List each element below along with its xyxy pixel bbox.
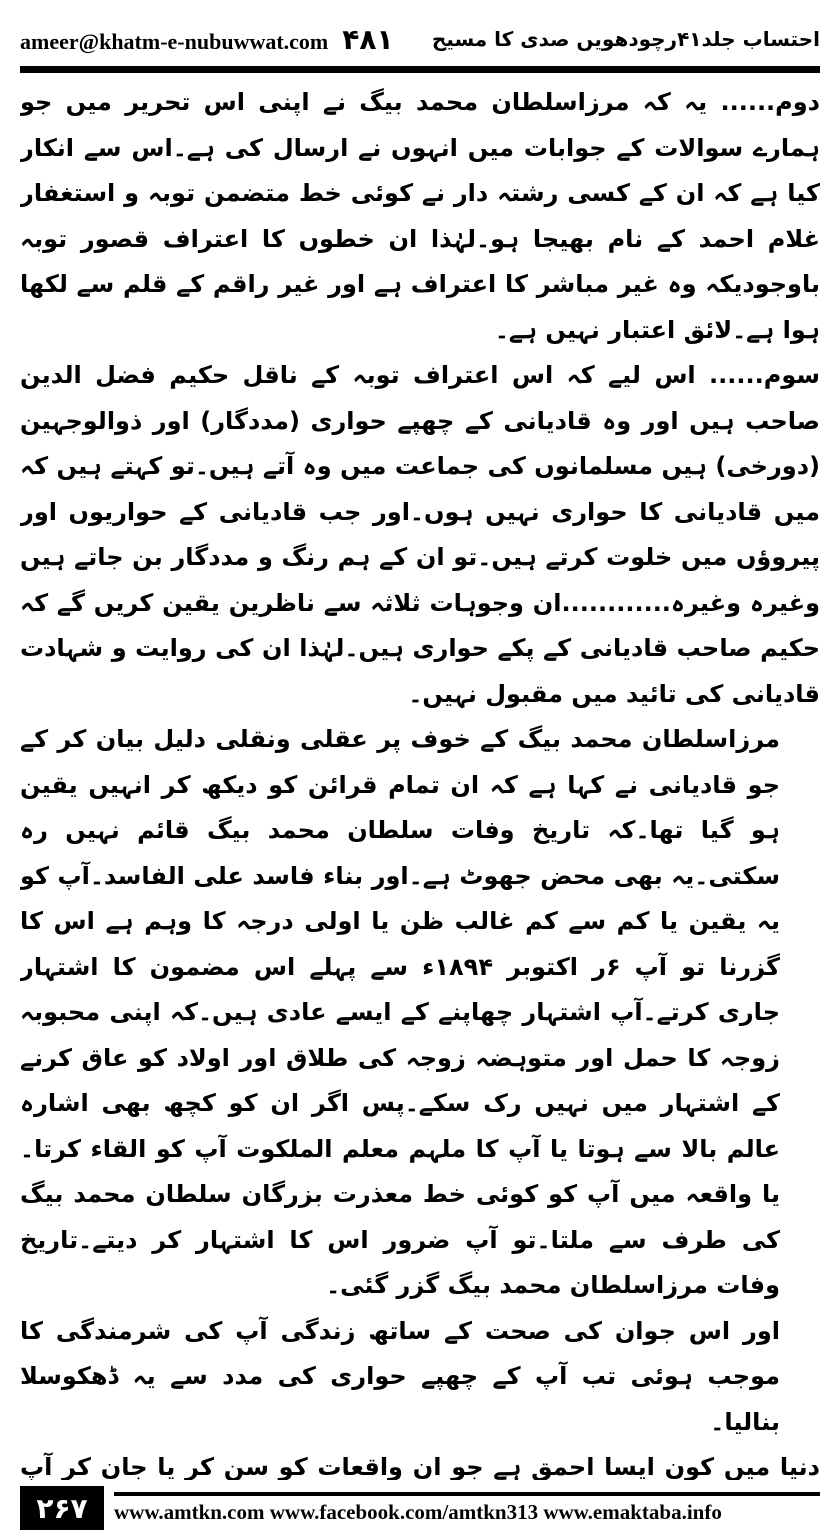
body-text <box>20 80 820 1480</box>
header-rule <box>20 66 820 73</box>
paragraph: دوم...... یہ کہ مرزاسلطان محمد بیگ نے اپنی اس تحریر میں جو ہمارے سوالات کے جوابات میں انہوں نے ارسال کی ہے۔اس سے انکار کیا ہے کہ ان کے کسی رشتہ دار نے کوئی خط متضمن توبہ و استغفار غلام احمد کے نام بھیجا ہو۔لہٰذا ان خطوں کا اعتراف قصور توبہ باوجودیکہ وہ غیر مباشر کا اعتراف ہے اور غیر راقم کے قلم سے لکھا ہوا ہے۔لائق اعتبار نہیں ہے۔ <box>20 88 820 344</box>
header-left <box>20 23 394 56</box>
paragraph: سوم...... اس لیے کہ اس اعتراف توبہ کے ناقل حکیم فضل الدین صاحب ہیں اور وہ قادیانی کے چھپے حواری (مددگار) اور ذوالوجہین (دورخی) ہیں مسلمانوں کی جماعت میں وہ آتے ہیں۔تو کہتے ہیں کہ میں قادیانی کا حواری نہیں ہوں۔اور جب قادیانی کے حواریوں اور پیروؤں میں خلوت کرتے ہیں۔تو ان کے ہم رنگ و مددگار بن جاتے ہیں وغیرہ وغیرہ............ان وجوہات ثلاثہ سے ناظرین یقین کریں گے کہ حکیم صاحب قادیانی کے پکے حواری ہیں۔لہٰذا ان کی روایت و شہادت قادیانی کی تائید میں مقبول نہیں۔ <box>20 361 820 708</box>
page-footer <box>20 1486 820 1530</box>
paragraph: دنیا میں کون ایسا احمق ہے جو ان واقعات کو سن کر یا جان کر آپ <box>20 1453 820 1480</box>
footer-page-number: ۲۶۷ <box>20 1486 104 1530</box>
paragraph: مرزاسلطان محمد بیگ کے خوف پر عقلی ونقلی دلیل بیان کر کے جو قادیانی نے کہا ہے کہ ان تمام قرائن کو دیکھ کر انہیں یقین ہو گیا تھا۔کہ تاریخ وفات سلطان محمد بیگ قائم نہیں رہ سکتی۔یہ بھی محض جھوٹ ہے۔اور بناء فاسد علی الفاسد۔آپ کو یہ یقین یا کم سے کم غالب ظن یا اولی درجہ کا وہم ہے اس کا گزرنا تو آپ ۶ر اکتوبر ۱۸۹۴ء سے پہلے اس مضمون کا اشتہار جاری کرتے۔آپ اشتہار چھاپنے کے ایسے عادی ہیں۔کہ اپنی محبوبہ زوجہ کا حمل اور متوہضہ زوجہ کی طلاق اور اولاد کو عاق کرنے کے اشتہار میں نہیں رک سکے۔پس اگر ان کو کچھ بھی اشارہ عالم بالا سے ہوتا یا آپ کا ملہم معلم الملکوت آپ کو القاء کرتا۔یا واقعہ میں آپ کو کوئی خط معذرت بزرگان سلطان محمد بیگ کی طرف سے ملتا۔تو آپ ضرور اس کا اشتہار کر دیتے۔تاریخ وفات مرزاسلطان محمد بیگ گزر گئی۔ <box>20 725 780 1299</box>
footer-links[interactable]: www.amtkn.com www.facebook.com/amtkn313 www.emaktaba.info <box>114 1499 722 1524</box>
footer-right <box>104 1486 820 1530</box>
header-page-number: ۴۸۱ <box>342 22 394 56</box>
page-header <box>20 14 820 64</box>
running-title: احتساب جلد۴۱رچودھویں صدی کا مسیح <box>431 27 820 51</box>
footer-rule <box>114 1492 820 1496</box>
header-email: ameer@khatm-e-nubuwwat.com <box>20 28 329 54</box>
paragraph: اور اس جوان کی صحت کے ساتھ زندگی آپ کی شرمندگی کا موجب ہوئی تب آپ کے چھپے حواری کی مدد سے یہ ڈھکوسلا بنالیا۔ <box>20 1316 780 1436</box>
